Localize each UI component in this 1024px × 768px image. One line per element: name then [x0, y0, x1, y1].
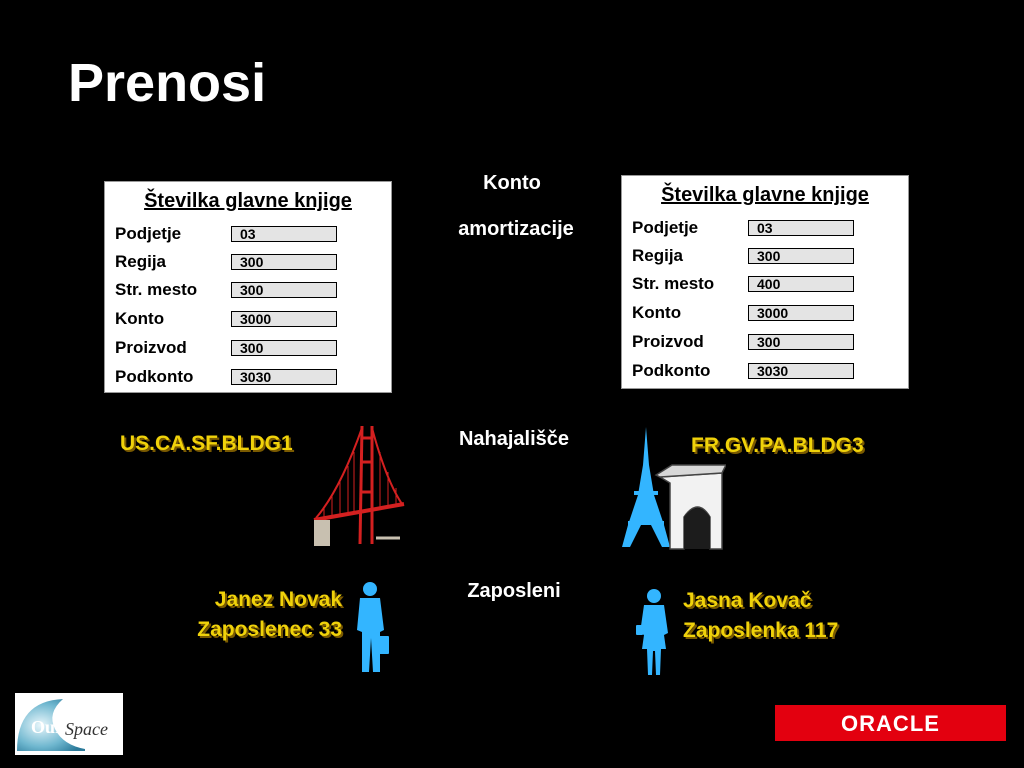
- oracle-logo-text: ORACLE: [841, 711, 940, 736]
- row-value-field[interactable]: 3030: [231, 369, 337, 385]
- ledger-panel-title: Številka glavne knjige: [661, 184, 869, 206]
- row-value-field[interactable]: 03: [231, 226, 337, 242]
- row-label: Podkonto: [632, 361, 711, 380]
- row-label: Regija: [115, 252, 167, 271]
- man-figure-icon: [352, 580, 392, 676]
- row-label: Proizvod: [632, 332, 704, 351]
- row-value-field[interactable]: 3030: [748, 363, 854, 379]
- row-value-field[interactable]: 300: [748, 248, 854, 264]
- row-label: Proizvod: [115, 338, 187, 357]
- woman-figure-icon: [636, 587, 672, 677]
- row-value-field[interactable]: 300: [748, 334, 854, 350]
- row-value-field[interactable]: 03: [748, 220, 854, 236]
- row-value-field[interactable]: 300: [231, 282, 337, 298]
- person-right-role: Zaposlenka 117: [683, 619, 839, 642]
- person-left-name: Janez Novak: [214, 588, 342, 611]
- slide-title: Prenosi: [68, 53, 267, 113]
- row-label: Konto: [632, 303, 682, 322]
- row-label: Str. mesto: [115, 280, 198, 299]
- ledger-panel-title: Številka glavne knjige: [144, 190, 352, 212]
- ourspace-logo: [15, 693, 123, 755]
- row-label: Str. mesto: [632, 274, 715, 293]
- employees-label: Zaposleni: [467, 580, 561, 602]
- ledger-panel-right: [621, 175, 909, 389]
- row-value-field[interactable]: 3000: [748, 305, 854, 321]
- account-label-line1: Konto: [483, 172, 541, 194]
- golden-gate-bridge-icon: [310, 420, 410, 550]
- ourspace-logo-graphic: [15, 693, 123, 755]
- oracle-logo: [775, 705, 1006, 741]
- ledger-panel-left: [104, 181, 392, 393]
- row-label: Podjetje: [115, 224, 182, 243]
- location-code-left: US.CA.SF.BLDG1: [120, 432, 293, 455]
- person-right-name: Jasna Kovač: [683, 589, 812, 612]
- row-value-field[interactable]: 400: [748, 276, 854, 292]
- ourspace-logo-text-2: Space: [65, 719, 108, 739]
- row-value-field[interactable]: 300: [231, 254, 337, 270]
- location-label: Nahajališče: [458, 428, 570, 450]
- row-label: Podkonto: [115, 367, 194, 386]
- row-label: Konto: [115, 309, 165, 328]
- eiffel-tower-arch-icon: [606, 425, 726, 550]
- location-code-right: FR.GV.PA.BLDG3: [691, 434, 864, 457]
- row-label: Regija: [632, 246, 684, 265]
- person-left-role: Zaposlenec 33: [197, 618, 342, 641]
- row-value-field[interactable]: 3000: [231, 311, 337, 327]
- row-value-field[interactable]: 300: [231, 340, 337, 356]
- account-label-line2: amortizacije: [458, 218, 574, 240]
- ourspace-logo-text-1: Our: [31, 717, 64, 737]
- row-label: Podjetje: [632, 218, 699, 237]
